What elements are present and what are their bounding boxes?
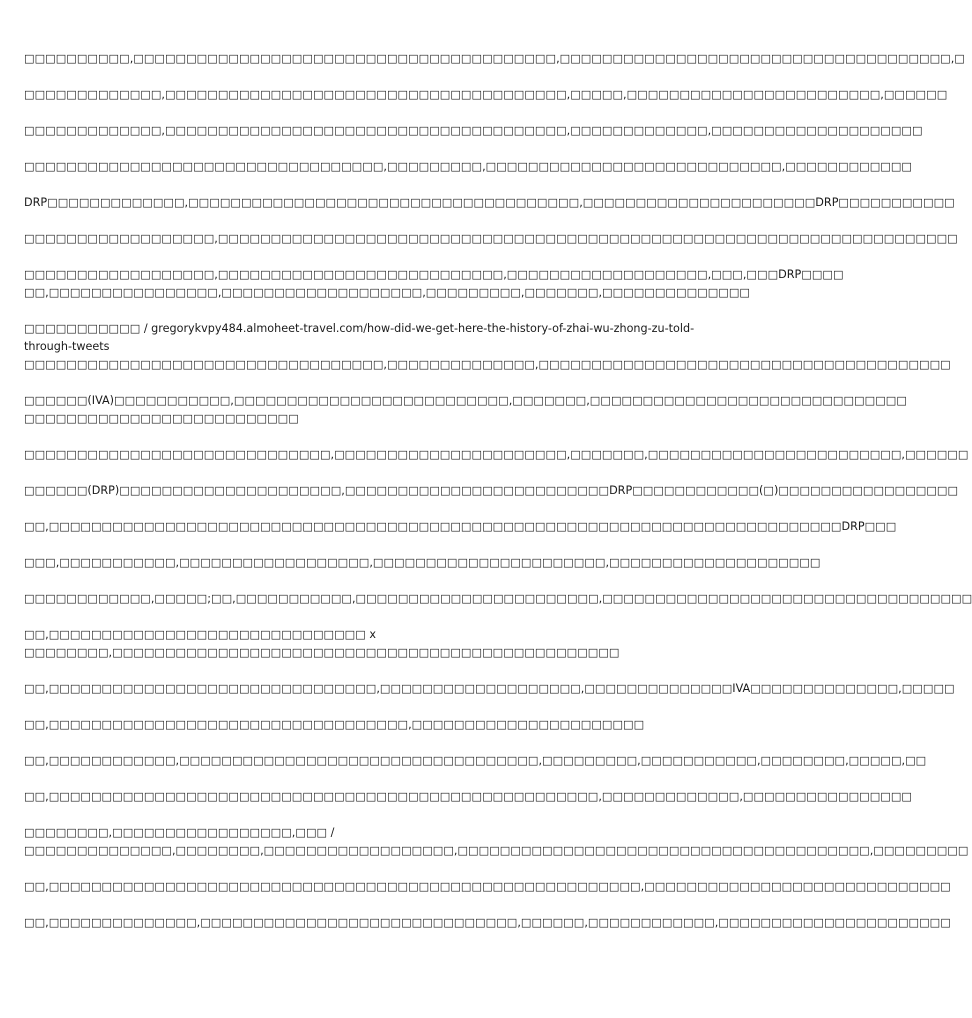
paragraph-20: [24, 824, 969, 860]
paragraph-10: □□□□□□□□□□□□□□□□□□□□□□□□□□□□□,□□□□□□□□□□□□□□□□□□□□□□,□□□□□□□,□□□□□□□□□□□□□□□□□□□□□□□□,□□□□□□: [24, 448, 969, 461]
paragraph-21: □□,□□□□□□□□□□□□□□□□□□□□□□□□□□□□□□□□□□□□□□□□□□□□□□□□□□□□□□□□,□□□□□□□□□□□□□□□□□□□□□□□□□□□□□: [24, 880, 951, 893]
paragraph-6: □□□□□□□□□□□□□□□□□□,□□□□□□□□□□□□□□□□□□□□□□□□□□□□□□□□□□□□□□□□□□□□□□□□□□□□□□□□□□□□□□□□□□□□□□: [24, 232, 958, 245]
paragraph-16: □□,□□□□□□□□□□□□□□□□□□□□□□□□□□□□□□□,□□□□□□□□□□□□□□□□□□□,□□□□□□□□□□□□□□IVA□□□□□□□□□□□□□□,□□□□□: [24, 682, 955, 695]
paragraph-13: □□□,□□□□□□□□□□□,□□□□□□□□□□□□□□□□□□,□□□□□□□□□□□□□□□□□□□□□□,□□□□□□□□□□□□□□□□□□□□: [24, 556, 821, 569]
paragraph-20-line-2: □□□□□□□□□□□□□□,□□□□□□□□,□□□□□□□□□□□□□□□□□□,□□□□□□□□□□□□□□□□□□□□□□□□□□□□□□□□□□□□□□□,□□□□□□□□□: [24, 844, 969, 857]
paragraph-22: □□,□□□□□□□□□□□□□□,□□□□□□□□□□□□□□□□□□□□□□□□□□□□□□,□□□□□□,□□□□□□□□□□□□,□□□□□□□□□□□□□□□□□□□□□□: [24, 916, 951, 929]
paragraph-8: [24, 320, 951, 374]
paragraph-20-line-1: □□□□□□□□,□□□□□□□□□□□□□□□□□,□□□ /: [24, 826, 335, 839]
paragraph-1: □□□□□□□□□□,□□□□□□□□□□□□□□□□□□□□□□□□□□□□□□□□□□□□□□□□,□□□□□□□□□□□□□□□□□□□□□□□□□□□□□□□□□□□□□,□: [24, 52, 965, 65]
paragraph-11: □□□□□□(DRP)□□□□□□□□□□□□□□□□□□□□□,□□□□□□□□□□□□□□□□□□□□□□□□□DRP□□□□□□□□□□□□(□)□□□□□□□□□□□□□□□□□: [24, 484, 959, 497]
paragraph-18: □□,□□□□□□□□□□□□,□□□□□□□□□□□□□□□□□□□□□□□□□□□□□□□□□□,□□□□□□□□□,□□□□□□□□□□□,□□□□□□□□,□□□□□,□□: [24, 754, 927, 767]
paragraph-7: [24, 266, 844, 302]
paragraph-15-line-1: □□,□□□□□□□□□□□□□□□□□□□□□□□□□□□□□□ x: [24, 628, 376, 641]
paragraph-8-prefix: □□□□□□□□□□□ /: [24, 322, 152, 335]
paragraph-15: [24, 626, 696, 662]
paragraph-12: □□,□□□□□□□□□□□□□□□□□□□□□□□□□□□□□□□□□□□□□□□□□□□□□□□□□□□□□□□□□□□□□□□□□□□□□□□□□□□DRP□□□: [24, 520, 897, 533]
paragraph-19: □□,□□□□□□□□□□□□□□□□□□□□□□□□□□□□□□□□□□□□□□□□□□□□□□□□□□□□,□□□□□□□□□□□□□,□□□□□□□□□□□□□□□□: [24, 790, 912, 803]
article-body: [24, 50, 972, 950]
paragraph-5: DRP□□□□□□□□□□□□□,□□□□□□□□□□□□□□□□□□□□□□□□□□□□□□□□□□□□□,□□□□□□□□□□□□□□□□□□□□□□DRP□□□□□□□□□□□: [24, 196, 955, 209]
paragraph-2: □□□□□□□□□□□□□,□□□□□□□□□□□□□□□□□□□□□□□□□□□□□□□□□□□□□□,□□□□□,□□□□□□□□□□□□□□□□□□□□□□□□,□□□□□□: [24, 88, 948, 101]
paragraph-4: □□□□□□□□□□□□□□□□□□□□□□□□□□□□□□□□□□,□□□□□□□□□,□□□□□□□□□□□□□□□□□□□□□□□□□□□□,□□□□□□□□□□□□: [24, 160, 912, 173]
paragraph-9-line-2: □□□□□□□□□□□□□□□□□□□□□□□□□□: [24, 412, 299, 425]
paragraph-9-line-1: □□□□□□(IVA)□□□□□□□□□□□,□□□□□□□□□□□□□□□□□□□□□□□□□□,□□□□□□□,□□□□□□□□□□□□□□□□□□□□□□□□□□□□□□: [24, 394, 907, 407]
paragraph-14: □□□□□□□□□□□□,□□□□□;□□,□□□□□□□□□□□,□□□□□□□□□□□□□□□□□□□□□□□,□□□□□□□□□□□□□□□□□□□□□□□□□□□□□□□□□□□: [24, 592, 972, 605]
paragraph-8-after: □□□□□□□□□□□□□□□□□□□□□□□□□□□□□□□□□□,□□□□□□□□□□□□□□,□□□□□□□□□□□□□□□□□□□□□□□□□□□□□□□□□□□□□□□: [24, 358, 951, 371]
paragraph-9: [24, 392, 907, 428]
paragraph-7-line-2: □□,□□□□□□□□□□□□□□□□,□□□□□□□□□□□□□□□□□□□,□□□□□□□□□,□□□□□□□,□□□□□□□□□□□□□□: [24, 286, 750, 299]
article-link[interactable]: gregorykvpy484.almoheet-travel.com/how-did-we-get-here-the-history-of-zhai-wu-zhong-zu-told-through-tweets: [24, 322, 695, 353]
paragraph-3: □□□□□□□□□□□□□,□□□□□□□□□□□□□□□□□□□□□□□□□□□□□□□□□□□□□□,□□□□□□□□□□□□□,□□□□□□□□□□□□□□□□□□□□: [24, 124, 923, 137]
paragraph-7-line-1: □□□□□□□□□□□□□□□□□□,□□□□□□□□□□□□□□□□□□□□□□□□□□□,□□□□□□□□□□□□□□□□□□□,□□□,□□□DRP□□□□: [24, 268, 844, 281]
paragraph-15-line-2: □□□□□□□□,□□□□□□□□□□□□□□□□□□□□□□□□□□□□□□□□□□□□□□□□□□□□□□□□: [24, 646, 620, 659]
paragraph-17: □□,□□□□□□□□□□□□□□□□□□□□□□□□□□□□□□□□□□,□□□□□□□□□□□□□□□□□□□□□□: [24, 718, 645, 731]
